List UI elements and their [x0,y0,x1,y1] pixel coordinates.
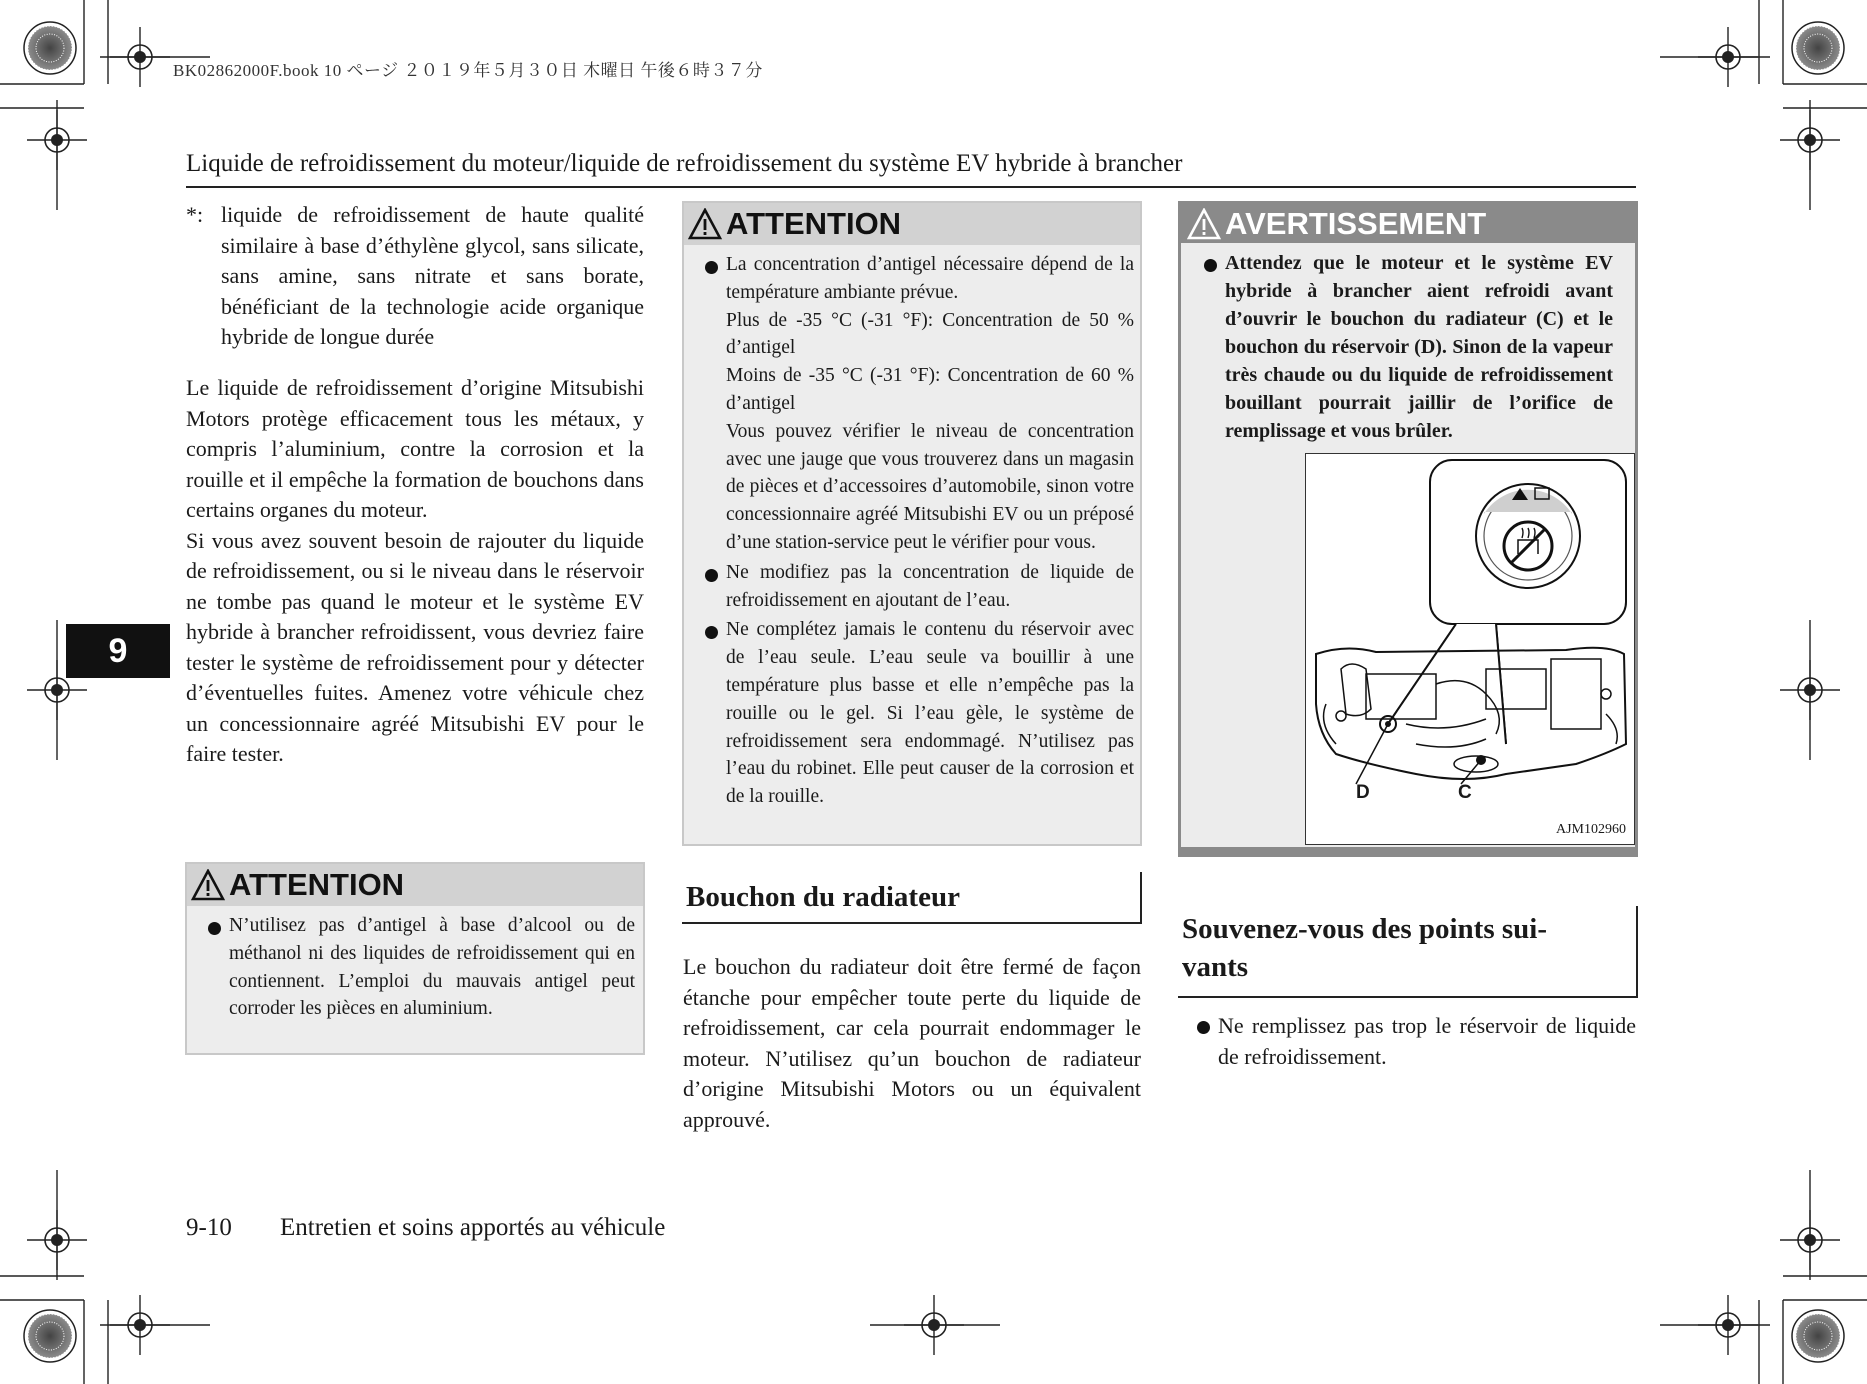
running-header: Liquide de refroidissement du moteur/liquide de refroidissement du système EV hybride à brancher [186,150,1183,177]
print-job-info: BK02862000F.book 10 ページ ２０１９年５月３０日 木曜日 午後６時３７分 [173,61,763,80]
warning-triangle-icon [1187,208,1221,240]
figure-label-c: C [1458,782,1472,803]
footnote-marker: *: [186,202,204,227]
list-item [704,251,1134,557]
paragraph: Le liquide de refroidissement d’origine Mitsubishi Motors protège efficacement tous les métaux, y compris l’aluminium, contre la corrosion et la rouille et il empêche la formation de bouchons dans certains organes du moteur. [186,375,644,522]
section-heading-text: Bouchon du radiateur [686,881,960,913]
warning-triangle-icon [688,208,722,240]
warning-list [1203,249,1613,445]
list-item: Ne remplissez pas trop le réservoir de liquide de refroidissement. [1196,1011,1636,1072]
caution-list [704,251,1134,811]
caution-title: ATTENTION [229,867,405,902]
caution-title: ATTENTION [726,206,902,241]
chapter-tab: 9 [66,624,170,678]
warning-heading [1181,204,1635,243]
paragraph: Le bouchon du radiateur doit être fermé de façon étanche pour empêcher toute perte du liquide de refroidissement, car cela pourrait endommager le moteur. N’utilisez qu’un bouchon de radiateur d’origine Mitsubishi Motors ou un équivalent approuvé. [683,954,1141,1132]
remember-list [1196,1011,1636,1072]
warning-body [1181,243,1635,847]
section-heading-remember [1178,906,1638,998]
footer-chapter-title: Entretien et soins apportés au véhicule [280,1214,666,1241]
list-item: Ne modifiez pas la concentration de liquide de refroidissement en ajoutant de l’eau. [704,559,1134,615]
header-rule [186,186,1636,188]
section-heading-radiator [682,872,1142,924]
list-item-line: Moins de -35 °C (-31 °F): Concentration de 60 % d’antigel [726,365,1134,414]
caution-box-antifreeze [185,862,645,1055]
warning-title: AVERTISSEMENT [1225,205,1487,241]
caution-heading [684,203,1140,245]
caution-list [207,912,635,1023]
radiator-text [683,952,1141,1135]
warning-triangle-icon [191,869,225,901]
warning-box [1178,201,1638,857]
column-1-body [186,373,644,770]
figure-label-d: D [1356,782,1370,803]
list-item: Attendez que le moteur et le système EV hybride à brancher aient refroidi avant d’ouvrir le bouchon du radiateur (C) et le bouchon du réservoir (D). Sinon de la vapeur très chaude ou du liquide de refroidissement bouillant pourrait jaillir de l’orifice de remplissage et vous brûler. [1203,249,1613,445]
list-item-line: La concentration d’antigel nécessaire dépend de la température ambiante prévue. [726,254,1134,303]
list-item: Ne complétez jamais le contenu du réservoir avec de l’eau seule. L’eau seule va bouillir à une température plus basse et elle n’empêche pas la rouille ou le gel. Si l’eau gèle, le système de refroidissement sera endommagé. N’utilisez pas l’eau du robinet. Elle peut causer de la corrosion et de la rouille. [704,616,1134,811]
paragraph: Si vous avez souvent besoin de rajouter du liquide de refroidissement, ou si le niveau dans le réservoir ne tombe pas quand le moteur et le système EV hybride à brancher refroidissent, vous devriez faire tester le système de refroidissement pour y détecter d’éventuelles fuites. Amenez votre véhicule chez un concessionnaire agréé Mitsubishi EV pour le faire tester. [186,527,644,766]
footnote-text: liquide de refroidissement de haute qualité similaire à base d’éthylène glycol, sans silicate, sans amine, sans nitrate et sans borate, bénéficiant de la technologie acide organique hybride de longue durée [221,202,644,349]
section-heading-line: Souvenez-vous des points sui- [1182,913,1547,945]
footnote [186,200,644,353]
page-number: 9-10 [186,1214,232,1241]
caution-heading [187,864,643,906]
list-item-line: Vous pouvez vérifier le niveau de concentration avec une jauge que vous trouverez dans un magasin de pièces et d’accessoires d’automobile, sinon votre concessionnaire agréé Mitsubishi EV ou un préposé d’une station-service peut le vérifier pour vous. [726,420,1134,553]
engine-bay-figure [1305,453,1635,845]
caution-box-concentration [682,201,1142,846]
list-item: N’utilisez pas d’antigel à base d’alcool ou de méthanol ni des liquides de refroidissement qui en contiennent. L’emploi du mauvais antigel peut corroder les pièces en aluminium. [207,912,635,1023]
section-heading-line: vants [1182,951,1249,983]
list-item-line: Plus de -35 °C (-31 °F): Concentration de 50 % d’antigel [726,309,1134,359]
figure-code: AJM102960 [1555,822,1626,837]
